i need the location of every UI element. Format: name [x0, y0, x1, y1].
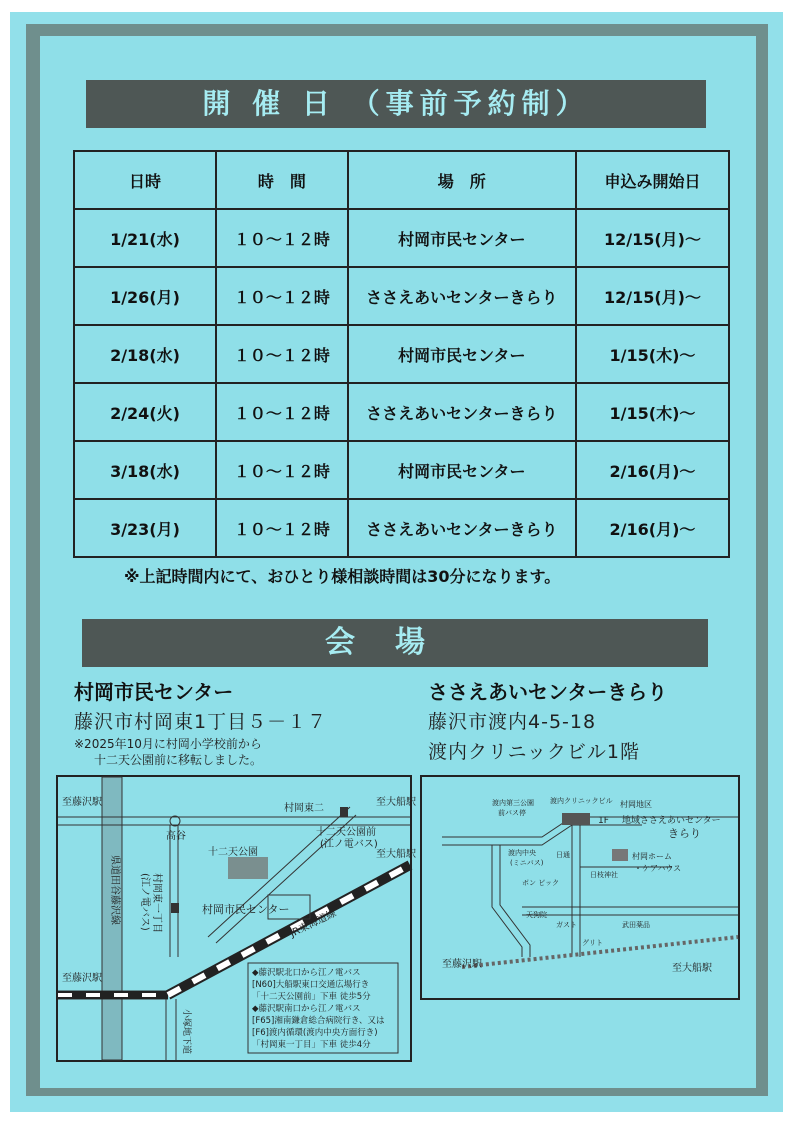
schedule-row — [74, 267, 729, 325]
cell-time: １０～１２時 — [216, 267, 348, 325]
schedule-row — [74, 325, 729, 383]
label-watauchi-3: 渡内第三公園 — [492, 799, 534, 807]
cell-date: 1/26(月) — [74, 267, 216, 325]
bus-info-line: 「村岡東一丁目」下車 徒歩4分 — [252, 1040, 371, 1050]
cell-application-start: 12/15(月)～ — [576, 209, 729, 267]
muraoka-center-map — [56, 775, 416, 1062]
label-to-fujisawa-top: 至藤沢駅 — [62, 797, 102, 808]
label-enoden-bus-vertical: (江ノ電バス) — [139, 873, 150, 931]
header-application-start: 申込み開始日 — [576, 151, 729, 209]
header-date: 日時 — [74, 151, 216, 209]
cell-time: １０～１２時 — [216, 499, 348, 557]
venue1-note-line2: 十二天公園前に移転しました。 — [94, 753, 263, 767]
bus-info-line: [N60]大船駅東口交通広場行き — [252, 980, 370, 990]
label-minibus: (ミニバス) — [510, 859, 544, 867]
schedule-heading: 開 催 日 （事前予約制） — [86, 80, 706, 128]
label-tenfuku: 天狗院 — [526, 911, 547, 919]
label-nichitsu: 日通 — [556, 851, 570, 859]
muraoka-map-drawing — [58, 777, 416, 1060]
label-muraoka-higashi2: 村岡東二 — [284, 803, 324, 814]
label-to-fujisawa-bottom: 至藤沢駅 — [62, 973, 102, 984]
venue1-note-line1: ※2025年10月に村岡小学校前から — [74, 737, 262, 751]
label-muraoka-district: 村岡地区 — [620, 800, 652, 809]
cell-date: 2/24(火) — [74, 383, 216, 441]
label-bonbic: ボン ビック — [522, 879, 559, 887]
cell-time: １０～１２時 — [216, 209, 348, 267]
label-kirari-2: きらり — [668, 827, 701, 840]
bus-info-line: [F6]渡内循環(渡内中央方面行き) — [252, 1028, 378, 1038]
label-muraoka-higashi1: 村岡東一丁目 — [151, 873, 162, 933]
consultation-note: ※上記時間内にて、おひとり様相談時間は30分になります。 — [124, 567, 561, 586]
header-time: 時 間 — [216, 151, 348, 209]
label-jr-line: JR東海道線 — [288, 907, 339, 940]
label-watauchi-chuo: 渡内中央 — [508, 849, 536, 857]
bus-info-line: [F65]湘南鎌倉総合病院行き、又は — [252, 1016, 385, 1026]
cell-place: 村岡市民センター — [348, 441, 576, 499]
label-takeda: 武田薬品 — [622, 921, 650, 929]
venue2-name: ささえあいセンターきらり — [428, 680, 668, 704]
venue1-address: 藤沢市村岡東1丁目５－１７ — [74, 711, 328, 733]
schedule-row — [74, 209, 729, 267]
label-to-fujisawa: 至藤沢駅 — [442, 959, 482, 970]
bus-info-line: ◆藤沢駅南口から江ノ電バス — [252, 1004, 361, 1014]
cell-place: ささえあいセンターきらり — [348, 499, 576, 557]
label-floor: 1F — [598, 816, 609, 826]
cell-application-start: 1/15(木)～ — [576, 383, 729, 441]
schedule-row — [74, 441, 729, 499]
kirari-map — [420, 775, 740, 1000]
venue2-address-line1: 藤沢市渡内4-5-18 — [428, 711, 597, 733]
cell-application-start: 1/15(木)～ — [576, 325, 729, 383]
schedule-row — [74, 499, 729, 557]
cell-date: 2/18(水) — [74, 325, 216, 383]
cell-date: 3/18(水) — [74, 441, 216, 499]
cell-place: ささえあいセンターきらり — [348, 267, 576, 325]
cell-place: 村岡市民センター — [348, 325, 576, 383]
cell-application-start: 2/16(月)～ — [576, 441, 729, 499]
bus-info-line: 「十二天公園前」下車 徒歩5分 — [252, 992, 371, 1002]
label-takaya: 高谷 — [166, 831, 186, 842]
schedule-header-row — [74, 151, 729, 209]
label-clinic: 渡内クリニックビル — [550, 797, 613, 805]
label-kirari-1: 地域ささえあいセンター — [622, 816, 721, 826]
cell-application-start: 2/16(月)～ — [576, 499, 729, 557]
cell-place: 村岡市民センター — [348, 209, 576, 267]
venue2-address-line2: 渡内クリニックビル1階 — [428, 741, 640, 763]
label-bus-stop: 前バス停 — [498, 809, 526, 817]
label-to-ofuna-right: 至大船駅 — [376, 849, 416, 860]
cell-date: 1/21(水) — [74, 209, 216, 267]
cell-application-start: 12/15(月)～ — [576, 267, 729, 325]
header-place: 場 所 — [348, 151, 576, 209]
cell-place: ささえあいセンターきらり — [348, 383, 576, 441]
cell-date: 3/23(月) — [74, 499, 216, 557]
venue1-name: 村岡市民センター — [74, 680, 234, 704]
schedule-row — [74, 383, 729, 441]
label-to-ofuna: 至大船駅 — [672, 963, 712, 974]
bus-info-line: ◆藤沢駅北口から江ノ電バス — [252, 968, 361, 978]
label-underpass: 小塚地下道 — [181, 1009, 191, 1055]
cell-time: １０～１２時 — [216, 441, 348, 499]
label-juunitenkouen-mae: 十二天公園前 — [316, 827, 376, 838]
kirari-map-drawing — [422, 777, 738, 998]
label-shrine: 日枝神社 — [590, 871, 618, 879]
cell-time: １０～１２時 — [216, 325, 348, 383]
label-muraoka-home-2: ・ケアハウス — [634, 864, 682, 873]
label-muraoka-home-1: 村岡ホーム — [632, 852, 672, 861]
label-enoden-bus: (江ノ電バス) — [320, 839, 378, 850]
cell-time: １０～１２時 — [216, 383, 348, 441]
venue-heading: 会場 — [82, 619, 708, 667]
label-center: 村岡市民センター — [202, 903, 290, 916]
label-juunitenkouen: 十二天公園 — [208, 847, 258, 858]
schedule-table — [73, 150, 730, 558]
label-gas: ガスト — [556, 921, 577, 929]
label-gurito: グリト — [582, 939, 603, 947]
label-prefectural-road: 県道田谷藤沢線 — [109, 855, 120, 925]
label-to-ofuna-top: 至大船駅 — [376, 797, 416, 808]
